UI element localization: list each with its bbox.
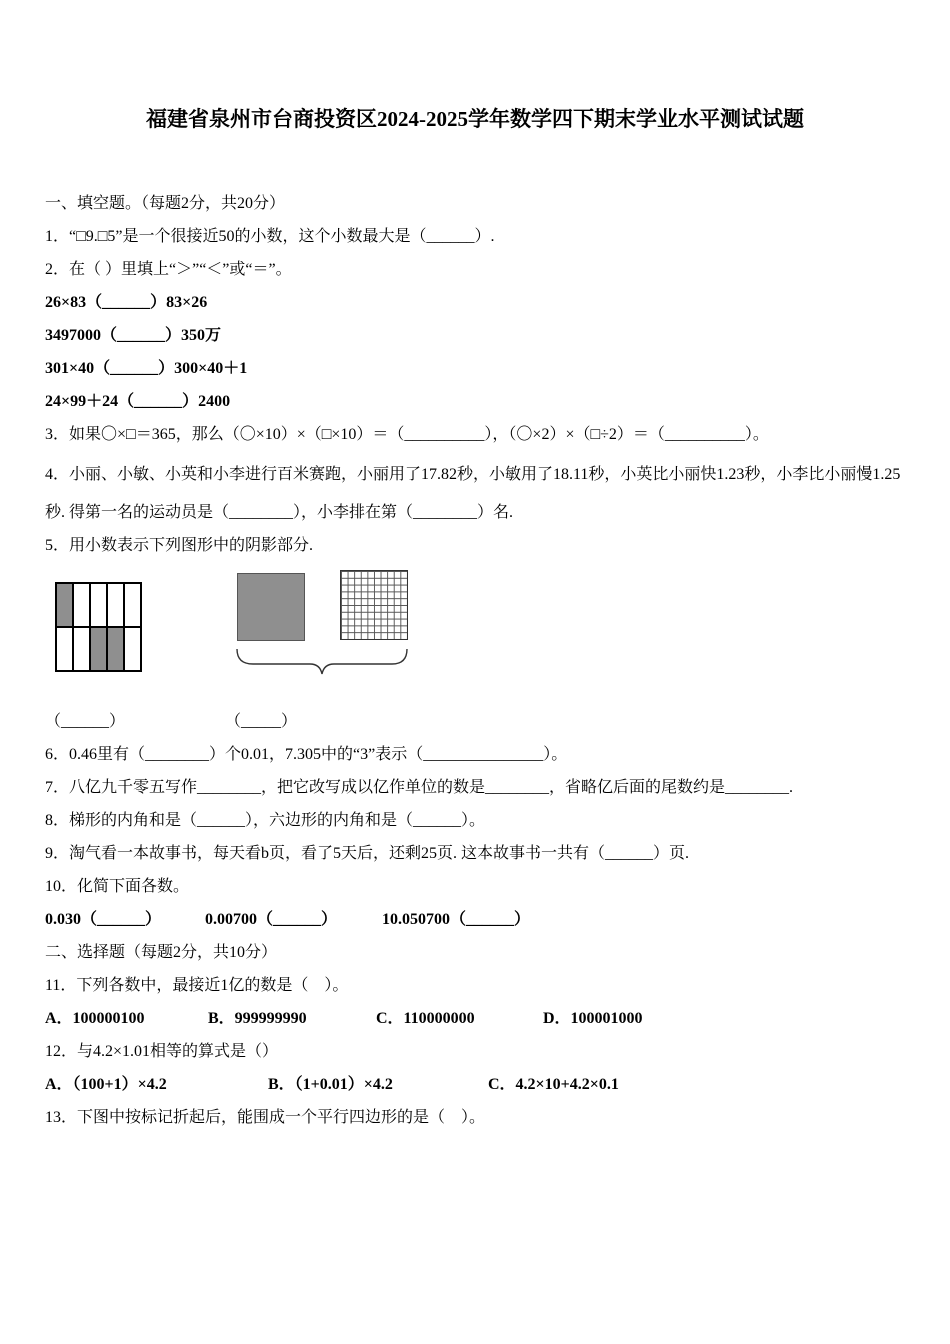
question-6-text: 6．0.46里有（________）个0.01，7.305中的“3”表示（_______________）。 xyxy=(45,746,568,763)
question-5-answer-blanks xyxy=(45,710,905,734)
question-3-text: 3．如果〇×□＝365，那么（〇×10）×（□×10）＝（__________），（〇×2）×（□÷2）＝（__________）。 xyxy=(45,426,769,443)
answer-blank-1: （______） xyxy=(45,713,126,730)
hundred-grid-figure xyxy=(340,570,408,640)
question-13-text: 13．下图中按标记折起后，能围成一个平行四边形的是（ ）。 xyxy=(45,1109,486,1126)
simplify-item-1: 0.030（______） xyxy=(45,911,162,928)
question-10-text: 10．化简下面各数。 xyxy=(45,878,190,895)
grid-cell xyxy=(124,627,141,671)
question-1-text: 1．“□9.□5”是一个很接近50的小数，这个小数最大是（______）. xyxy=(45,228,495,245)
question-8-text: 8．梯形的内角和是（______），六边形的内角和是（______）。 xyxy=(45,812,486,829)
question-2-compare-3: 301×40（______）300×40＋1 xyxy=(45,360,248,377)
option-b: B．（1+0.01）×4.2 xyxy=(268,1076,393,1093)
question-12-options xyxy=(45,1073,905,1097)
grid-cell xyxy=(107,583,124,627)
question-4-text: 4．小丽、小敏、小英和小李进行百米赛跑，小丽用了17.82秒，小敏用了18.11秒，小英比小丽快1.23秒，小李比小丽慢1.25秒. 得第一名的运动员是（________），小李排在第（________）名. xyxy=(45,466,901,521)
option-b: B．999999990 xyxy=(208,1010,307,1027)
question-2-compare-4: 24×99＋24（______）2400 xyxy=(45,393,231,410)
grid-cell xyxy=(107,627,124,671)
page-title: 福建省泉州市台商投资区2024-2025学年数学四下期末学业水平测试试题 xyxy=(146,107,804,131)
question-10-items xyxy=(45,908,905,932)
question-2-text: 2．在（ ）里填上“＞”“＜”或“＝”。 xyxy=(45,261,292,278)
question-5-figures xyxy=(45,570,905,710)
grid-cell xyxy=(90,583,107,627)
grid-cell xyxy=(90,627,107,671)
grid-cell xyxy=(73,583,90,627)
question-7-text: 7．八亿九千零五写作________，把它改写成以亿作单位的数是________，省略亿后面的尾数约是________. xyxy=(45,779,794,796)
answer-blank-2: （_____） xyxy=(225,713,298,730)
option-a: A．100000100 xyxy=(45,1010,145,1027)
grid-cell xyxy=(124,583,141,627)
simplify-item-3: 10.050700（______） xyxy=(382,911,531,928)
grid-cell xyxy=(56,583,73,627)
simplify-item-2: 0.00700（______） xyxy=(205,911,338,928)
question-2-compare-2: 3497000（______）350万 xyxy=(45,327,222,344)
question-5-text: 5．用小数表示下列图形中的阴影部分. xyxy=(45,537,314,554)
option-d: D．100001000 xyxy=(543,1010,643,1027)
question-11-options xyxy=(45,1007,905,1031)
question-12-text: 12．与4.2×1.01相等的算式是（） xyxy=(45,1043,279,1060)
underbrace-icon xyxy=(235,648,410,676)
option-c: C．110000000 xyxy=(376,1010,475,1027)
shaded-square-figure xyxy=(237,573,305,641)
option-a: A．（100+1）×4.2 xyxy=(45,1076,167,1093)
grid-cell xyxy=(56,627,73,671)
question-2-compare-1: 26×83（______）83×26 xyxy=(45,294,208,311)
question-9-text: 9．淘气看一本故事书，每天看b页，看了5天后，还剩25页. 这本故事书一共有（______）页. xyxy=(45,845,690,862)
option-c: C．4.2×10+4.2×0.1 xyxy=(488,1076,619,1093)
fill-section-heading: 一、填空题。（每题2分，共20分） xyxy=(45,195,286,212)
choice-section-heading: 二、选择题（每题2分，共10分） xyxy=(45,944,278,961)
grid-cell xyxy=(73,627,90,671)
question-11-text: 11．下列各数中，最接近1亿的数是（ ）。 xyxy=(45,977,349,994)
fraction-rect-grid xyxy=(55,582,142,672)
